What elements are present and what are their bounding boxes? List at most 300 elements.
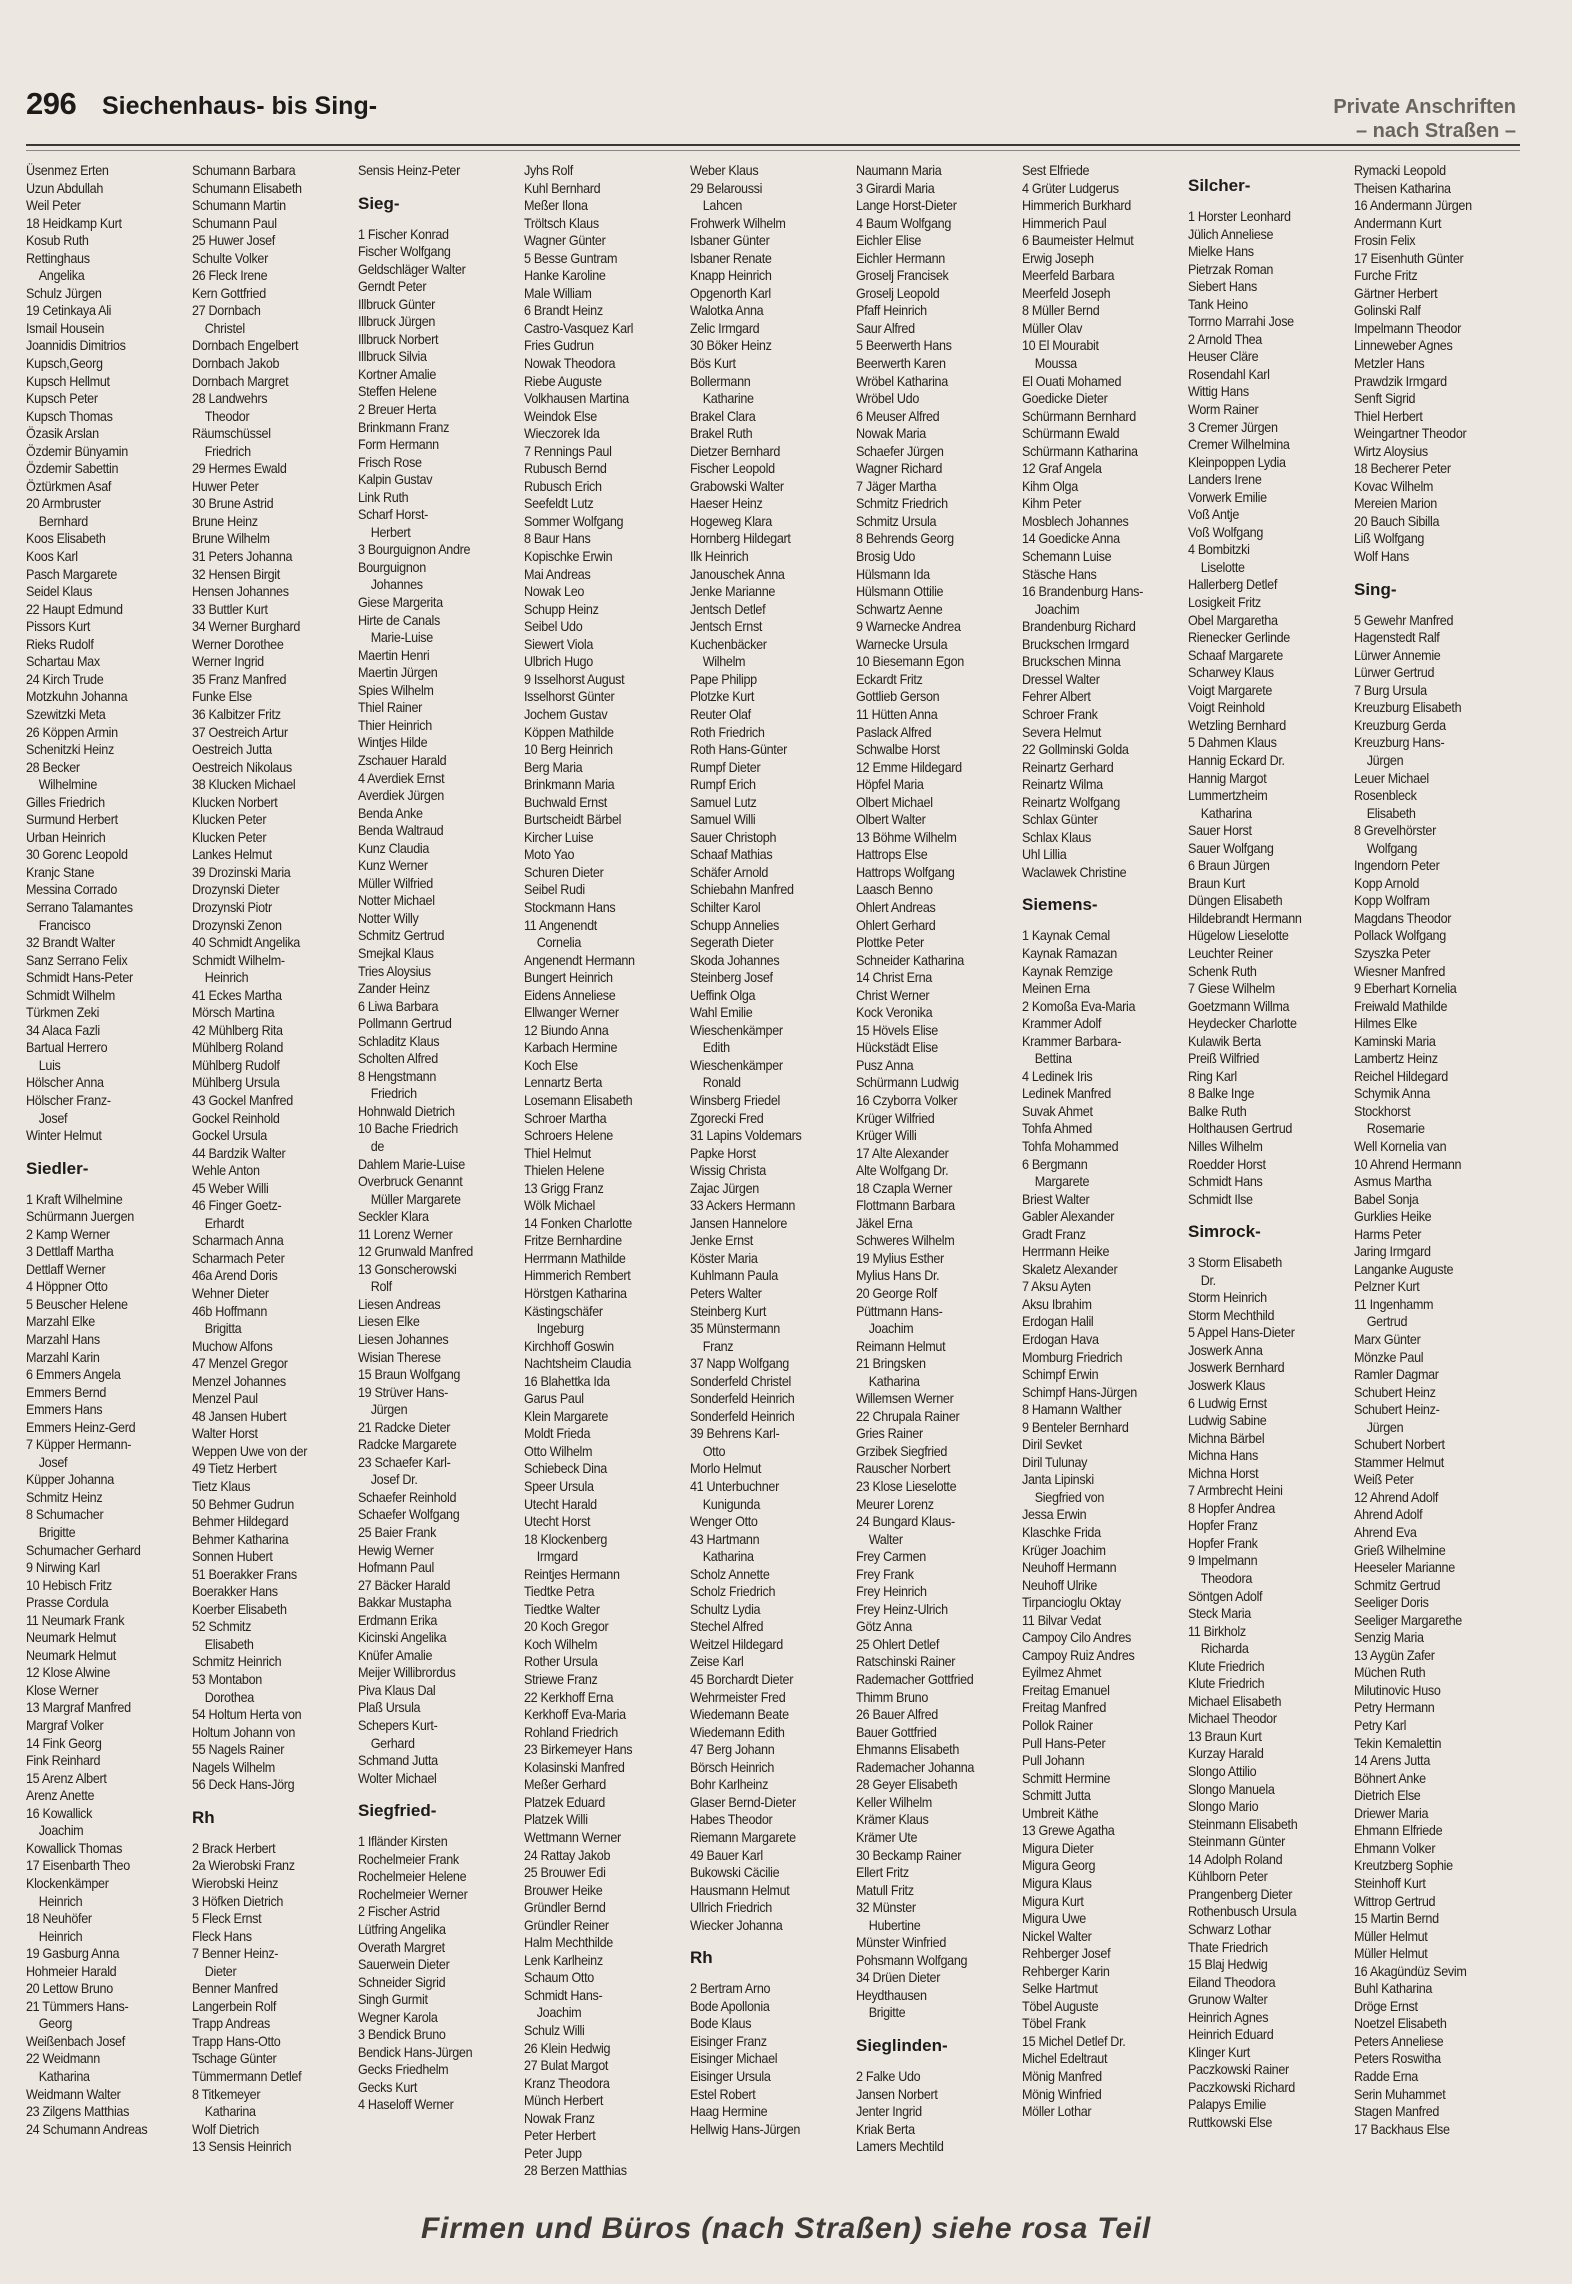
resident-entry: Cornelia bbox=[524, 935, 582, 951]
resident-entry: Rochelmeier Werner bbox=[358, 1886, 468, 1902]
street-heading: Simrock- bbox=[1188, 1222, 1261, 1242]
resident-entry: Böhnert Anke bbox=[1354, 1770, 1426, 1786]
resident-entry: Kupsch Thomas bbox=[26, 408, 113, 424]
resident-entry: 26 Fleck Irene bbox=[192, 268, 268, 284]
resident-entry: Braun Kurt bbox=[1188, 875, 1245, 891]
resident-entry: Schmitt Hermine bbox=[1022, 1770, 1111, 1786]
resident-entry: Tries Aloysius bbox=[358, 963, 431, 979]
resident-entry: Kolasinski Manfred bbox=[524, 1759, 625, 1775]
resident-entry: Neumark Helmut bbox=[26, 1630, 116, 1646]
resident-entry: Paslack Alfred bbox=[856, 724, 932, 740]
listing-column-2 bbox=[192, 162, 352, 2202]
resident-entry: 51 Boerakker Frans bbox=[192, 1566, 297, 1582]
resident-entry: 10 Bache Friedrich bbox=[358, 1121, 458, 1137]
resident-entry: Schiebahn Manfred bbox=[690, 882, 794, 898]
resident-entry: Piva Klaus Dal bbox=[358, 1682, 436, 1698]
resident-entry: Edith bbox=[690, 1040, 730, 1056]
resident-entry: Hannig Margot bbox=[1188, 770, 1267, 786]
resident-entry: Bartual Herrero bbox=[26, 1040, 108, 1056]
resident-entry: Koch Else bbox=[524, 1057, 578, 1073]
resident-entry: Dietrich Else bbox=[1354, 1788, 1421, 1804]
resident-entry: Scharwey Klaus bbox=[1188, 665, 1274, 681]
resident-entry: Knapp Heinrich bbox=[690, 268, 772, 284]
resident-entry: Castro-Vasquez Karl bbox=[524, 320, 634, 336]
resident-entry: 39 Behrens Karl- bbox=[690, 1426, 780, 1442]
resident-entry: 18 Klockenberg bbox=[524, 1531, 608, 1547]
resident-entry: 5 Beerwerth Hans bbox=[856, 338, 952, 354]
resident-entry: Hensen Johannes bbox=[192, 584, 289, 600]
resident-entry: Peters Anneliese bbox=[1354, 2033, 1444, 2049]
resident-entry: 28 Landwehrs bbox=[192, 391, 268, 407]
resident-entry: 37 Napp Wolfgang bbox=[690, 1356, 789, 1372]
street-heading: Silcher- bbox=[1188, 176, 1251, 195]
resident-entry: Emmers Hans bbox=[26, 1402, 103, 1418]
resident-entry: Klein Margarete bbox=[524, 1408, 609, 1424]
resident-entry: Josef bbox=[26, 1110, 68, 1126]
resident-entry: Kern Gottfried bbox=[192, 285, 266, 301]
resident-entry: Özdemir Bünyamin bbox=[26, 443, 128, 459]
resident-entry: 15 Arenz Albert bbox=[26, 1770, 107, 1786]
resident-entry: 8 Baur Hans bbox=[524, 531, 591, 547]
resident-entry: Köster Maria bbox=[690, 1250, 758, 1266]
resident-entry: Mönzke Paul bbox=[1354, 1349, 1424, 1365]
resident-entry: Notter Willy bbox=[358, 910, 419, 926]
resident-entry: Kalpin Gustav bbox=[358, 472, 433, 488]
resident-entry: Momburg Friedrich bbox=[1022, 1349, 1123, 1365]
resident-entry: Sommer Wolfgang bbox=[524, 513, 624, 529]
resident-entry: 32 Münster bbox=[856, 1900, 916, 1916]
resident-entry: Schneider Sigrid bbox=[358, 1974, 446, 1990]
resident-entry: Maertin Jürgen bbox=[358, 665, 438, 681]
section-subtitle: – nach Straßen – bbox=[1355, 120, 1516, 142]
resident-entry: Landers Irene bbox=[1188, 472, 1262, 488]
resident-entry: Zschauer Harald bbox=[358, 752, 447, 768]
resident-entry: Pfaff Heinrich bbox=[856, 303, 927, 319]
resident-entry: Hornberg Hildegart bbox=[690, 531, 791, 547]
listing-columns bbox=[26, 162, 1526, 2202]
resident-entry: Jansen Norbert bbox=[856, 2086, 938, 2102]
resident-entry: Hirte de Canals bbox=[358, 612, 440, 628]
resident-entry: Gecks Friedhelm bbox=[358, 2062, 449, 2078]
resident-entry: Grabowski Walter bbox=[690, 478, 784, 494]
resident-entry: 15 Hövels Elise bbox=[856, 1022, 938, 1038]
resident-entry: Paczkowski Rainer bbox=[1188, 2062, 1289, 2078]
resident-entry: Alte Wolfgang Dr. bbox=[856, 1163, 949, 1179]
resident-entry: 6 Brandt Heinz bbox=[524, 303, 603, 319]
resident-entry: Schulte Volker bbox=[192, 250, 269, 266]
resident-entry: Steinmann Günter bbox=[1188, 1834, 1286, 1850]
resident-entry: 46b Hoffmann bbox=[192, 1303, 268, 1319]
resident-entry: Özasik Arslan bbox=[26, 426, 99, 442]
resident-entry: Himmerich Rembert bbox=[524, 1268, 631, 1284]
resident-entry: 4 Grüter Ludgerus bbox=[1022, 180, 1119, 196]
resident-entry: 2 Komoßa Eva-Maria bbox=[1022, 998, 1136, 1014]
resident-entry: 47 Berg Johann bbox=[690, 1742, 775, 1758]
resident-entry: Krämer Klaus bbox=[856, 1812, 929, 1828]
resident-entry: Kihm Peter bbox=[1022, 496, 1082, 512]
resident-entry: Klute Friedrich bbox=[1188, 1658, 1265, 1674]
resident-entry: Schubert Norbert bbox=[1354, 1437, 1445, 1453]
resident-entry: Storm Heinrich bbox=[1188, 1290, 1267, 1306]
resident-entry: Erdmann Erika bbox=[358, 1612, 438, 1628]
resident-entry: 16 Akagündüz Sevim bbox=[1354, 1963, 1467, 1979]
resident-entry: Roth Friedrich bbox=[690, 724, 765, 740]
resident-entry: Messina Corrado bbox=[26, 882, 118, 898]
resident-entry: Hellwig Hans-Jürgen bbox=[690, 2121, 801, 2137]
resident-entry: 6 Meuser Alfred bbox=[856, 408, 940, 424]
resident-entry: 6 Ludwig Ernst bbox=[1188, 1395, 1267, 1411]
resident-entry: 1 Horster Leonhard bbox=[1188, 209, 1291, 224]
resident-entry: Kreuzburg Elisabeth bbox=[1354, 700, 1462, 716]
resident-entry: 8 Titkemeyer bbox=[192, 2086, 261, 2102]
resident-entry: Frohwerk Wilhelm bbox=[690, 215, 786, 231]
resident-entry: Josef bbox=[26, 1454, 68, 1470]
resident-entry: Schneider Katharina bbox=[856, 952, 964, 968]
resident-entry: Steffen Helene bbox=[358, 384, 437, 400]
resident-entry: Eisinger Franz bbox=[690, 2033, 767, 2049]
resident-entry: 16 Kowallick bbox=[26, 1805, 93, 1821]
resident-entry: Hannig Eckard Dr. bbox=[1188, 752, 1285, 768]
resident-entry: Ullrich Friedrich bbox=[690, 1900, 772, 1916]
resident-entry: Pissors Kurt bbox=[26, 619, 91, 635]
resident-entry: Scholz Annette bbox=[690, 1566, 770, 1582]
resident-entry: Himmerich Burkhard bbox=[1022, 198, 1131, 214]
resident-entry: 3 Girardi Maria bbox=[856, 180, 935, 196]
resident-entry: Klucken Peter bbox=[192, 829, 267, 845]
resident-entry: Schmidt Hans bbox=[1188, 1174, 1263, 1190]
resident-entry: Joachim bbox=[524, 2005, 582, 2021]
resident-entry: Schaaf Margarete bbox=[1188, 647, 1283, 663]
resident-entry: Joswerk Anna bbox=[1188, 1342, 1263, 1358]
resident-entry: Wirtz Aloysius bbox=[1354, 443, 1428, 459]
resident-entry: Pull Johann bbox=[1022, 1753, 1085, 1769]
resident-entry: Schmidt Wilhelm bbox=[26, 987, 115, 1003]
resident-entry: Hölscher Anna bbox=[26, 1075, 104, 1091]
resident-entry: Skaletz Alexander bbox=[1022, 1261, 1118, 1277]
resident-entry: Migura Dieter bbox=[1022, 1840, 1094, 1856]
resident-entry: 4 Averdiek Ernst bbox=[358, 770, 445, 786]
resident-entry: 8 Hopfer Andrea bbox=[1188, 1500, 1275, 1516]
listing-column-4 bbox=[524, 162, 684, 2202]
resident-entry: 12 Emme Hildegard bbox=[856, 759, 962, 775]
resident-entry: Goedicke Dieter bbox=[1022, 391, 1108, 407]
resident-entry: Joswerk Klaus bbox=[1188, 1378, 1266, 1393]
resident-entry: 55 Nagels Rainer bbox=[192, 1742, 285, 1758]
resident-entry: Dietzer Bernhard bbox=[690, 443, 781, 459]
resident-entry: 3 Dettlaff Martha bbox=[26, 1244, 114, 1260]
resident-entry: Freitag Manfred bbox=[1022, 1700, 1107, 1716]
resident-entry: Michael Theodor bbox=[1188, 1711, 1277, 1727]
resident-entry: Christ Werner bbox=[856, 987, 930, 1003]
resident-entry: Szyszka Peter bbox=[1354, 945, 1431, 961]
resident-entry: 6 Bergmann bbox=[1022, 1156, 1088, 1172]
resident-entry: 2 Kamp Werner bbox=[26, 1226, 110, 1242]
resident-entry: Schuren Dieter bbox=[524, 864, 604, 880]
resident-entry: 38 Klucken Michael bbox=[192, 777, 296, 793]
resident-entry: 23 Birkemeyer Hans bbox=[524, 1742, 633, 1758]
resident-entry: Kunigunda bbox=[690, 1496, 761, 1512]
resident-entry: Slongo Manuela bbox=[1188, 1781, 1275, 1797]
resident-entry: Kranz Theodora bbox=[524, 2075, 610, 2091]
resident-entry: Gries Rainer bbox=[856, 1426, 923, 1442]
resident-entry: Mörsch Martina bbox=[192, 1005, 275, 1021]
resident-entry: Werner Dorothee bbox=[192, 636, 284, 652]
resident-entry: Herrmann Heike bbox=[1022, 1244, 1110, 1260]
listing-column-3 bbox=[358, 162, 518, 2202]
resident-entry: 5 Gewehr Manfred bbox=[1354, 612, 1454, 628]
resident-entry: 5 Appel Hans-Dieter bbox=[1188, 1325, 1295, 1341]
resident-entry: Reichel Hildegard bbox=[1354, 1068, 1448, 1084]
resident-entry: 9 Warnecke Andrea bbox=[856, 619, 961, 635]
resident-entry: Franz bbox=[690, 1338, 734, 1354]
resident-entry: Warnecke Ursula bbox=[856, 636, 948, 652]
resident-entry: Schmitz Gertrud bbox=[358, 928, 445, 944]
resident-entry: Schmitz Friedrich bbox=[856, 496, 948, 512]
resident-entry: Bode Apollonia bbox=[690, 1998, 770, 2014]
resident-entry: Türkmen Zeki bbox=[26, 1005, 100, 1021]
resident-entry: Schroer Martha bbox=[524, 1110, 607, 1126]
resident-entry: Schepers Kurt- bbox=[358, 1718, 438, 1734]
resident-entry: Koch Wilhelm bbox=[524, 1636, 598, 1652]
resident-entry: Slongo Mario bbox=[1188, 1799, 1259, 1815]
resident-entry: Marzahl Hans bbox=[26, 1332, 100, 1347]
resident-entry: Olbert Walter bbox=[856, 812, 926, 828]
resident-entry: Ruttkowski Else bbox=[1188, 2114, 1273, 2130]
resident-entry: Sonnen Hubert bbox=[192, 1549, 273, 1565]
resident-entry: Wröbel Udo bbox=[856, 391, 920, 407]
resident-entry: Wagner Richard bbox=[856, 461, 943, 477]
resident-entry: Michna Bärbel bbox=[1188, 1430, 1265, 1446]
resident-entry: Schürmann Ludwig bbox=[856, 1075, 959, 1091]
resident-entry: Kästingschäfer bbox=[524, 1303, 603, 1319]
street-heading: Sing- bbox=[1354, 579, 1397, 599]
resident-entry: Oestreich Jutta bbox=[192, 742, 272, 758]
resident-entry: 21 Tümmers Hans- bbox=[26, 1998, 129, 2014]
resident-entry: Katharina bbox=[856, 1373, 920, 1389]
resident-entry: Gradt Franz bbox=[1022, 1226, 1086, 1242]
resident-entry: 33 Buttler Kurt bbox=[192, 601, 268, 617]
resident-entry: Aksu Ibrahim bbox=[1022, 1296, 1092, 1312]
resident-entry: Schaefer Reinhold bbox=[358, 1489, 457, 1505]
resident-entry: Kupsch Hellmut bbox=[26, 373, 110, 389]
resident-entry: Janta Lipinski bbox=[1022, 1472, 1094, 1488]
resident-entry: Theisen Katharina bbox=[1354, 180, 1451, 196]
resident-entry: Jürgen bbox=[1354, 752, 1404, 768]
resident-entry: Tröltsch Klaus bbox=[524, 215, 599, 231]
resident-entry: Kerkhoff Eva-Maria bbox=[524, 1707, 626, 1723]
resident-entry: Schumacher Gerhard bbox=[26, 1542, 141, 1558]
resident-entry: Fink Reinhard bbox=[26, 1753, 101, 1769]
resident-entry: Steinhoff Kurt bbox=[1354, 1875, 1426, 1891]
resident-entry: 16 Andermann Jürgen bbox=[1354, 198, 1472, 214]
resident-entry: Plotzke Kurt bbox=[690, 689, 755, 705]
resident-entry: Herbert bbox=[358, 524, 411, 540]
resident-entry: Scharf Horst- bbox=[358, 507, 428, 523]
resident-entry: Kühlborn Peter bbox=[1188, 1869, 1268, 1885]
resident-entry: 23 Zilgens Matthias bbox=[26, 2104, 130, 2120]
resident-entry: Flottmann Barbara bbox=[856, 1198, 955, 1214]
resident-entry: Eidens Anneliese bbox=[524, 987, 616, 1003]
resident-entry: Wiecker Johanna bbox=[690, 1917, 783, 1933]
resident-entry: Börsch Heinrich bbox=[690, 1759, 775, 1775]
resident-entry: Schimpf Erwin bbox=[1022, 1367, 1099, 1383]
resident-entry: 1 Fischer Konrad bbox=[358, 226, 449, 242]
resident-entry: Buhl Katharina bbox=[1354, 1981, 1433, 1997]
resident-entry: Kopischke Erwin bbox=[524, 549, 613, 565]
resident-entry: Richarda bbox=[1188, 1641, 1249, 1657]
resident-entry: 45 Weber Willi bbox=[192, 1180, 269, 1196]
resident-entry: 2 Bertram Arno bbox=[690, 1981, 771, 1997]
listing-column-7 bbox=[1022, 162, 1182, 2202]
resident-entry: 2 Breuer Herta bbox=[358, 402, 437, 418]
resident-entry: Wieschenkämper bbox=[690, 1057, 783, 1073]
resident-entry: 33 Ackers Hermann bbox=[690, 1198, 796, 1214]
resident-entry: 16 Brandenburg Hans- bbox=[1022, 584, 1143, 600]
resident-entry: 30 Gorenc Leopold bbox=[26, 847, 128, 863]
resident-entry: Nachtsheim Claudia bbox=[524, 1356, 631, 1372]
resident-entry: Eisinger Michael bbox=[690, 2051, 778, 2067]
resident-entry: Müller Helmut bbox=[1354, 1928, 1428, 1944]
resident-entry: Link Ruth bbox=[358, 489, 409, 505]
resident-entry: Rademacher Johanna bbox=[856, 1759, 975, 1775]
resident-entry: Groselj Leopold bbox=[856, 285, 940, 301]
resident-entry: Torrno Marrahi Jose bbox=[1188, 314, 1294, 330]
resident-entry: Ronald bbox=[690, 1075, 741, 1091]
resident-entry: Schulz Willi bbox=[524, 2022, 585, 2038]
resident-entry: Hohmeier Harald bbox=[26, 1963, 117, 1979]
resident-entry: Zeise Karl bbox=[690, 1654, 744, 1670]
resident-entry: 10 Ahrend Hermann bbox=[1354, 1156, 1462, 1172]
resident-entry: Paczkowski Richard bbox=[1188, 2079, 1295, 2095]
resident-entry: Schürmann Bernhard bbox=[1022, 408, 1136, 424]
resident-entry: Overath Margret bbox=[358, 1939, 445, 1955]
resident-entry: 15 Martin Bernd bbox=[1354, 1911, 1439, 1927]
resident-entry: Schwarz Lothar bbox=[1188, 1921, 1271, 1937]
resident-entry: Lürwer Gertrud bbox=[1354, 665, 1435, 681]
resident-entry: 27 Dornbach bbox=[192, 303, 261, 319]
resident-entry: 22 Weidmann bbox=[26, 2051, 100, 2067]
resident-entry: Wilhelm bbox=[690, 654, 746, 670]
resident-entry: Lürwer Annemie bbox=[1354, 647, 1441, 663]
resident-entry: Stechel Alfred bbox=[690, 1619, 764, 1635]
resident-entry: Plaß Ursula bbox=[358, 1700, 421, 1716]
street-heading: Rh bbox=[192, 1807, 215, 1827]
resident-entry: Hülsmann Ottilie bbox=[856, 584, 944, 600]
resident-entry: Pasch Margarete bbox=[26, 566, 118, 582]
resident-entry: 42 Mühlberg Rita bbox=[192, 1022, 283, 1038]
resident-entry: Beerwerth Karen bbox=[856, 356, 946, 372]
resident-entry: Jyhs Rolf bbox=[524, 163, 573, 178]
resident-entry: Wittrop Gertrud bbox=[1354, 1893, 1436, 1909]
resident-entry: Stammer Helmut bbox=[1354, 1454, 1444, 1470]
resident-entry: Eichler Hermann bbox=[856, 250, 945, 266]
resident-entry: Langanke Auguste bbox=[1354, 1261, 1454, 1277]
resident-entry: Spies Wilhelm bbox=[358, 682, 434, 698]
resident-entry: 22 Haupt Edmund bbox=[26, 601, 123, 617]
resident-entry: 52 Schmitz bbox=[192, 1619, 252, 1635]
resident-entry: Palapys Emilie bbox=[1188, 2097, 1267, 2113]
resident-entry: Bakkar Mustapha bbox=[358, 1595, 452, 1611]
resident-entry: Rademacher Gottfried bbox=[856, 1672, 974, 1688]
resident-entry: 7 Aksu Ayten bbox=[1022, 1279, 1091, 1295]
resident-entry: Preiß Wilfried bbox=[1188, 1051, 1260, 1067]
resident-entry: Katharine bbox=[690, 391, 754, 407]
resident-entry: Stäsche Hans bbox=[1022, 566, 1097, 582]
resident-entry: 4 Haseloff Werner bbox=[358, 2097, 454, 2113]
resident-entry: 3 Cremer Jürgen bbox=[1188, 419, 1278, 435]
resident-entry: Eisinger Ursula bbox=[690, 2068, 771, 2084]
resident-entry: Utecht Harald bbox=[524, 1496, 597, 1512]
resident-entry: Ilk Heinrich bbox=[690, 549, 749, 565]
resident-entry: Friedrich bbox=[358, 1086, 417, 1102]
resident-entry: Scharmach Peter bbox=[192, 1250, 285, 1266]
resident-entry: 41 Eckes Martha bbox=[192, 987, 282, 1003]
resident-entry: Benda Anke bbox=[358, 805, 423, 821]
resident-entry: Willemsen Werner bbox=[856, 1391, 954, 1407]
resident-entry: 25 Huwer Josef bbox=[192, 233, 275, 249]
resident-entry: 14 Adolph Roland bbox=[1188, 1851, 1283, 1867]
resident-entry: Langerbein Rolf bbox=[192, 1998, 277, 2014]
resident-entry: Gecks Kurt bbox=[358, 2079, 418, 2095]
resident-entry: Babel Sonja bbox=[1354, 1191, 1419, 1207]
resident-entry: Wiedemann Edith bbox=[690, 1724, 785, 1740]
resident-entry: Elisabeth bbox=[192, 1636, 254, 1652]
resident-entry: Tohfa Mohammed bbox=[1022, 1138, 1119, 1154]
resident-entry: Pollmann Gertrud bbox=[358, 1016, 452, 1032]
resident-entry: Schimpf Hans-Jürgen bbox=[1022, 1384, 1137, 1400]
resident-entry: Erdogan Hava bbox=[1022, 1332, 1099, 1347]
resident-entry: Kupsch Peter bbox=[26, 391, 98, 407]
resident-entry: Wolfgang bbox=[1354, 840, 1418, 856]
resident-entry: Hagenstedt Ralf bbox=[1354, 630, 1440, 646]
resident-entry: Losemann Elisabeth bbox=[524, 1092, 633, 1108]
resident-entry: 16 Blahettka Ida bbox=[524, 1373, 610, 1389]
resident-entry: 1 Kaynak Cemal bbox=[1022, 928, 1110, 944]
resident-entry: Mühlberg Ursula bbox=[192, 1075, 280, 1091]
resident-entry: Schiebeck Dina bbox=[524, 1461, 608, 1477]
resident-entry: 23 Klose Lieselotte bbox=[856, 1479, 957, 1495]
resident-entry: Meerfeld Barbara bbox=[1022, 268, 1115, 284]
resident-entry: 12 Ahrend Adolf bbox=[1354, 1489, 1439, 1505]
resident-entry: Senft Sigrid bbox=[1354, 391, 1416, 407]
resident-entry: Campoy Cilo Andres bbox=[1022, 1630, 1131, 1646]
resident-entry: Oestreich Nikolaus bbox=[192, 759, 292, 775]
resident-entry: 19 Cetinkaya Ali bbox=[26, 303, 112, 319]
resident-entry: 4 Ledinek Iris bbox=[1022, 1068, 1093, 1084]
resident-entry: Mönig Winfried bbox=[1022, 2086, 1102, 2102]
resident-entry: 11 Hütten Anna bbox=[856, 706, 938, 722]
resident-entry: Ahrend Eva bbox=[1354, 1525, 1417, 1541]
resident-entry: Weber Klaus bbox=[690, 163, 759, 178]
resident-entry: Klucken Peter bbox=[192, 812, 267, 828]
resident-entry: Düngen Elisabeth bbox=[1188, 893, 1283, 909]
resident-entry: Rolf bbox=[358, 1279, 392, 1295]
resident-entry: Losigkeit Fritz bbox=[1188, 595, 1261, 611]
resident-entry: Rieks Rudolf bbox=[26, 636, 94, 652]
resident-entry: Pohsmann Wolfgang bbox=[856, 1952, 968, 1968]
resident-entry: 9 Nirwing Karl bbox=[26, 1560, 100, 1576]
resident-entry: Bode Klaus bbox=[690, 2016, 752, 2032]
resident-entry: Leuchter Reiner bbox=[1188, 945, 1273, 961]
resident-entry: Skoda Johannes bbox=[690, 952, 780, 968]
resident-entry: Schäfer Arnold bbox=[690, 864, 769, 880]
resident-entry: Bös Kurt bbox=[690, 356, 736, 372]
resident-entry: Kortner Amalie bbox=[358, 366, 437, 382]
resident-entry: Bettina bbox=[1022, 1051, 1072, 1067]
resident-entry: Neumark Helmut bbox=[26, 1647, 116, 1663]
resident-entry: Götz Anna bbox=[856, 1619, 912, 1635]
resident-entry: Klaschke Frida bbox=[1022, 1525, 1101, 1541]
